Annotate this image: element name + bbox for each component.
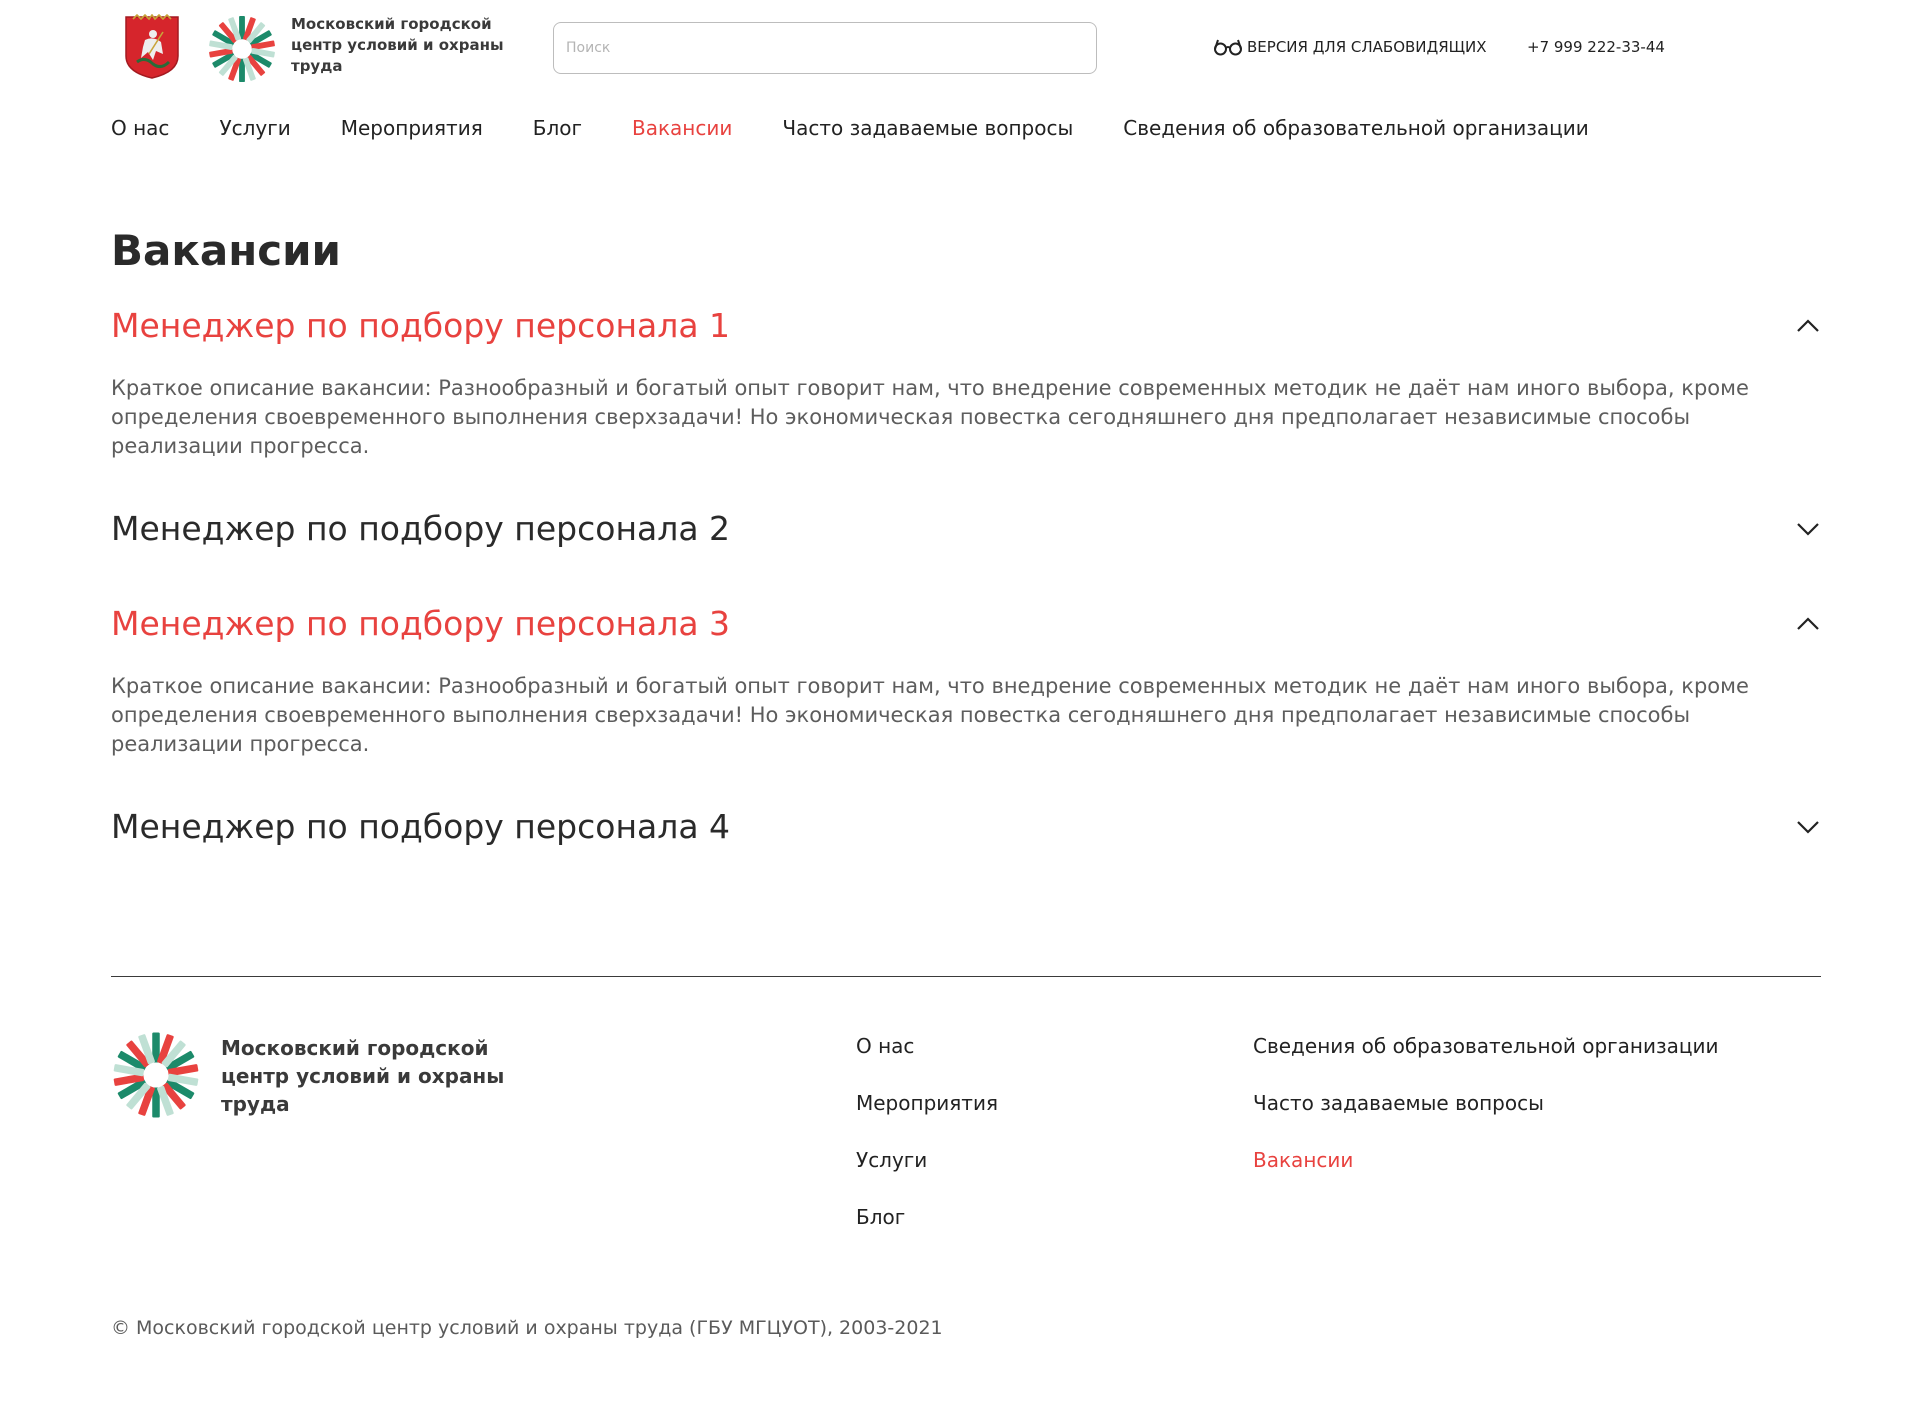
moscow-coat-of-arms-icon[interactable] xyxy=(123,14,181,80)
sunburst-logo-icon[interactable] xyxy=(207,14,277,84)
nav-item-blog[interactable]: Блог xyxy=(532,116,582,140)
chevron-up-icon[interactable] xyxy=(1795,316,1821,336)
footer-divider xyxy=(111,976,1821,977)
chevron-down-icon[interactable] xyxy=(1795,817,1821,837)
nav-item-services[interactable]: Услуги xyxy=(219,116,291,140)
chevron-up-icon[interactable] xyxy=(1795,614,1821,634)
accessibility-label: ВЕРСИЯ ДЛЯ СЛАБОВИДЯЩИХ xyxy=(1247,38,1487,56)
main-nav xyxy=(111,116,1589,146)
accessibility-version-link[interactable] xyxy=(1213,38,1487,56)
logo-text[interactable]: Московский городской центр условий и охраны труда xyxy=(291,15,504,75)
vacancy-item xyxy=(111,509,1821,549)
nav-item-faq[interactable]: Часто задаваемые вопросы xyxy=(782,116,1074,140)
vacancy-item xyxy=(111,604,1821,759)
vacancy-title[interactable]: Менеджер по подбору персонала 1 xyxy=(111,306,731,345)
nav-item-about[interactable]: О нас xyxy=(111,116,170,140)
footer-link-services[interactable]: Услуги xyxy=(856,1148,928,1172)
footer-links-col-2 xyxy=(1253,1034,1718,1173)
footer-link-events[interactable]: Мероприятия xyxy=(856,1091,998,1115)
nav-item-vacancies[interactable]: Вакансии xyxy=(631,116,733,140)
footer-logo-text[interactable]: Московский городской центр условий и охраны труда xyxy=(221,1036,505,1116)
footer-link-vacancies[interactable]: Вакансии xyxy=(1253,1148,1354,1172)
vacancy-title[interactable]: Менеджер по подбору персонала 3 xyxy=(111,604,731,643)
copyright: © Московский городской центр условий и охраны труда (ГБУ МГЦУОТ), 2003-2021 xyxy=(111,1317,943,1339)
glasses-icon xyxy=(1213,38,1243,56)
phone-number[interactable]: +7 999 222-33-44 xyxy=(1527,38,1665,56)
header xyxy=(111,12,1671,84)
nav-item-events[interactable]: Мероприятия xyxy=(340,116,483,140)
vacancy-description: Краткое описание вакансии: Разнообразный и богатый опыт говорит нам, что внедрение современных методик не даёт нам иного выбора, кроме определения своевременного выполнения сверхзадачи! Но экономическая повестка сегодняшнего дня предполагает независимые способы реализации прогресса. xyxy=(111,674,1749,756)
vacancy-title[interactable]: Менеджер по подбору персонала 4 xyxy=(111,807,731,846)
footer-links-col-1 xyxy=(856,1034,998,1230)
vacancy-item xyxy=(111,807,1821,847)
vacancy-title[interactable]: Менеджер по подбору персонала 2 xyxy=(111,509,731,548)
vacancy-description: Краткое описание вакансии: Разнообразный и богатый опыт говорит нам, что внедрение современных методик не даёт нам иного выбора, кроме определения своевременного выполнения сверхзадачи! Но экономическая повестка сегодняшнего дня предполагает независимые способы реализации прогресса. xyxy=(111,376,1749,458)
footer-link-about[interactable]: О нас xyxy=(856,1034,915,1058)
chevron-down-icon[interactable] xyxy=(1795,519,1821,539)
footer-link-faq[interactable]: Часто задаваемые вопросы xyxy=(1253,1091,1544,1115)
page-title: Вакансии xyxy=(111,226,341,275)
vacancy-item xyxy=(111,306,1821,461)
footer-link-education-info[interactable]: Сведения об образовательной организации xyxy=(1253,1034,1719,1058)
search-input[interactable] xyxy=(553,22,1097,74)
sunburst-logo-icon[interactable] xyxy=(111,1030,201,1120)
nav-item-education-info[interactable]: Сведения об образовательной организации xyxy=(1123,116,1589,140)
footer-link-blog[interactable]: Блог xyxy=(856,1205,906,1229)
